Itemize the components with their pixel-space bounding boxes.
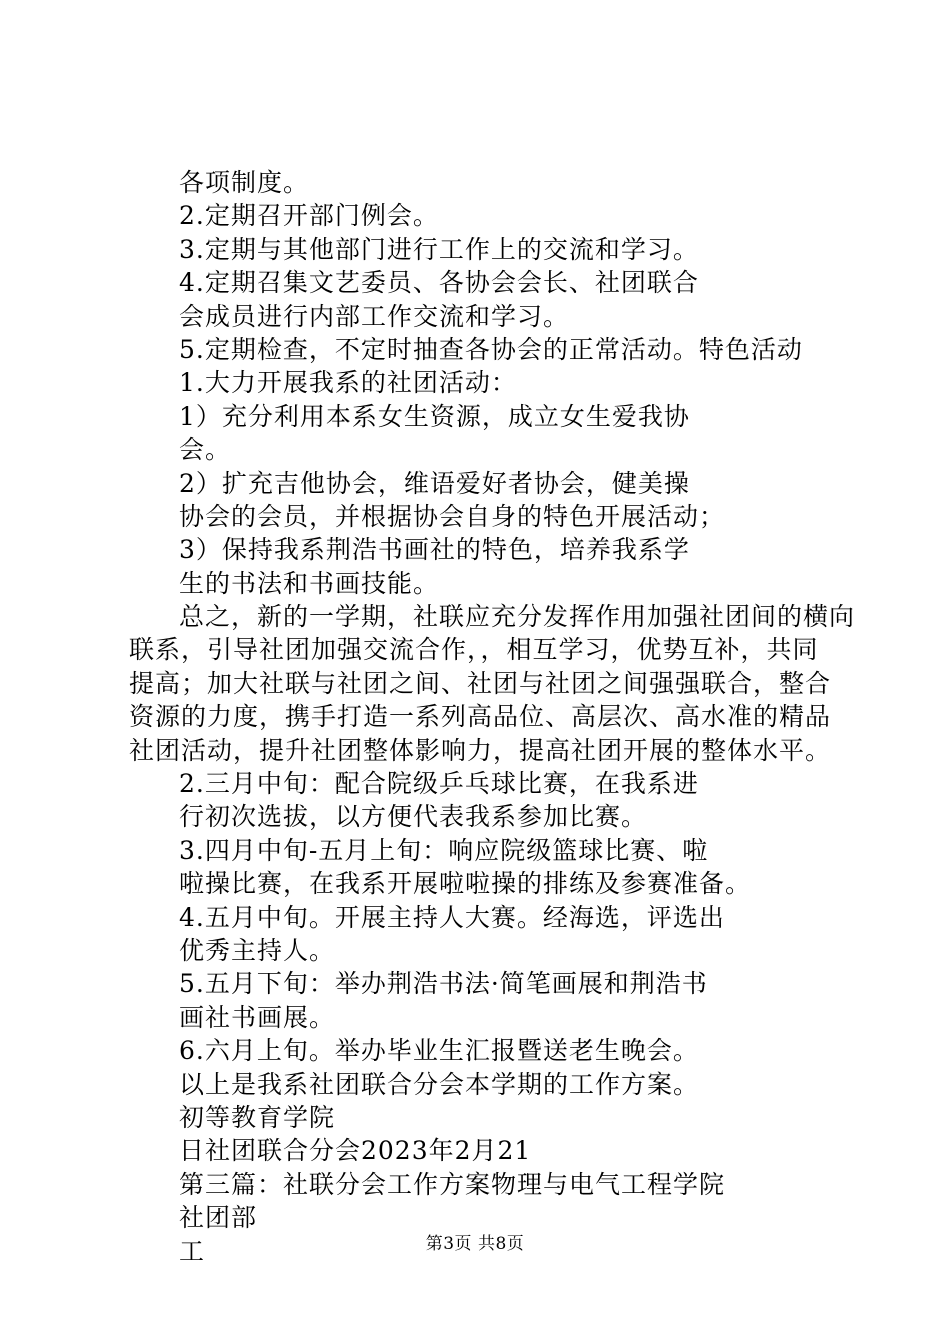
text-line: 社团活动，提升社团整体影响力，提高社团开展的整体水平。 xyxy=(129,735,832,765)
text-line: 以上是我系社团联合分会本学期的工作方案。 xyxy=(179,1069,700,1099)
text-line: 2.定期召开部门例会。 xyxy=(179,201,439,231)
text-line: 行初次选拔，以方便代表我系参加比赛。 xyxy=(179,802,648,832)
text-line: 总之，新的一学期，社联应充分发挥作用加强社团间的横向 xyxy=(179,602,856,632)
text-line: 协会的会员，并根据协会自身的特色开展活动； xyxy=(179,501,726,531)
document-body xyxy=(129,166,856,1268)
text-line: 社团部 xyxy=(179,1203,258,1233)
text-line: 各项制度。 xyxy=(179,168,310,197)
text-line: 5.五月下旬：举办荆浩书法·简笔画展和荆浩书 xyxy=(179,969,708,999)
text-line: 2.三月中旬：配合院级乒乓球比赛，在我系进 xyxy=(179,769,699,799)
text-line: 1）充分利用本系女生资源，成立女生爱我协 xyxy=(179,401,690,431)
text-line: 3）保持我系荆浩书画社的特色，培养我系学 xyxy=(179,535,690,565)
text-line: 3.定期与其他部门进行工作上的交流和学习。 xyxy=(179,234,699,264)
text-line: 会。 xyxy=(179,435,232,465)
text-line: 1.大力开展我系的社团活动： xyxy=(179,368,517,398)
text-line: 2）扩充吉他协会，维语爱好者协会，健美操 xyxy=(179,468,690,498)
page-footer: 第3页 共8页 xyxy=(425,1234,525,1254)
text-line: 生的书法和书画技能。 xyxy=(179,568,440,598)
text-line: 4.定期召集文艺委员、各协会会长、社团联合 xyxy=(179,268,699,298)
text-line: 工 xyxy=(179,1236,206,1266)
text-line: 4.五月中旬。开展主持人大赛。经海选，评选出 xyxy=(179,902,725,932)
text-line: 第三篇：社联分会工作方案物理与电气工程学院 xyxy=(179,1169,726,1199)
text-line: 联系，引导社团加强交流合作，，相互学习，优势互补，共同 xyxy=(129,635,819,665)
text-line: 优秀主持人。 xyxy=(179,935,336,965)
text-line: 5.定期检查，不定时抽查各协会的正常活动。特色活动 xyxy=(179,334,803,364)
text-line: 啦操比赛，在我系开展啦啦操的排练及参赛准备。 xyxy=(179,869,752,899)
text-line: 6.六月上旬。举办毕业生汇报暨送老生晚会。 xyxy=(179,1036,699,1066)
text-line: 3.四月中旬-五月上旬：响应院级篮球比赛、啦 xyxy=(179,835,709,865)
text-line: 提高；加大社联与社团之间、社团与社团之间强强联合，整合 xyxy=(129,668,832,698)
text-line: 日社团联合分会2023年2月21 xyxy=(179,1136,532,1166)
text-line: 会成员进行内部工作交流和学习。 xyxy=(179,301,570,331)
text-line: 资源的力度，携手打造一系列高品位、高层次、高水准的精品 xyxy=(129,702,832,732)
text-line: 初等教育学院 xyxy=(179,1102,336,1132)
text-line: 画社书画展。 xyxy=(179,1002,336,1032)
